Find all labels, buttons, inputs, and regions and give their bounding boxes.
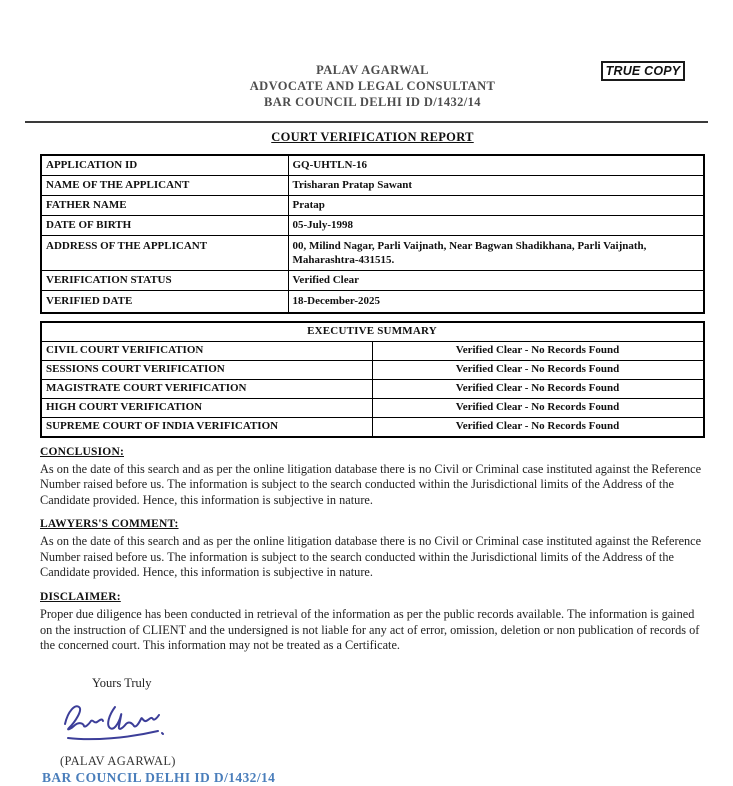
conclusion-body: As on the date of this search and as per the online litigation database there is no Civil or Criminal case instituted against the Reference Number raised before us. The information is subject to the search conducted within the Jurisdictional limits of the Address of the Candidate provided. Hence, this information is subjective in nature.: [40, 461, 702, 507]
summary-label: SUPREME COURT OF INDIA VERIFICATION: [41, 417, 373, 437]
summary-row: [41, 417, 704, 437]
disclaimer-section: [40, 591, 708, 654]
summary-row: [41, 341, 704, 360]
detail-row: [41, 155, 704, 176]
detail-row: [41, 196, 704, 216]
detail-row: [41, 216, 704, 236]
detail-value: 00, Milind Nagar, Parli Vaijnath, Near Bagwan Shadikhana, Parli Vaijnath, Maharashtra-431515.: [288, 236, 704, 271]
detail-label: APPLICATION ID: [41, 155, 288, 176]
detail-label: DATE OF BIRTH: [41, 216, 288, 236]
summary-value: Verified Clear - No Records Found: [373, 379, 705, 398]
letterhead-divider: [25, 121, 708, 123]
disclaimer-body: Proper due diligence has been conducted in retrieval of the information as per the public records available. The information is gained on the instruction of CLIENT and the undersigned is not liable for any act of error, omission, deletion or non publication of records of the concerned court. This information may not be treated as a Certificate.: [40, 607, 700, 653]
detail-value: Pratap: [288, 196, 704, 216]
summary-label: SESSIONS COURT VERIFICATION: [41, 360, 373, 379]
true-copy-label: TRUE COPY: [605, 64, 681, 78]
conclusion-heading: CONCLUSION:: [40, 445, 124, 458]
summary-title: EXECUTIVE SUMMARY: [41, 322, 704, 342]
detail-value: GQ-UHTLN-16: [288, 155, 704, 176]
closing-text: Yours Truly: [92, 675, 152, 690]
detail-label: NAME OF THE APPLICANT: [41, 176, 288, 196]
detail-value: 05-July-1998: [288, 216, 704, 236]
summary-header-row: [41, 322, 704, 342]
summary-label: CIVIL COURT VERIFICATION: [41, 341, 373, 360]
summary-row: [41, 360, 704, 379]
lawyers-comment-heading: LAWYERS'S COMMENT:: [40, 518, 179, 531]
detail-row: [41, 291, 704, 313]
letterhead-bar-id: BAR COUNCIL DELHI ID D/1432/14: [264, 95, 481, 109]
applicant-details-table: [40, 154, 705, 314]
conclusion-section: [40, 446, 708, 509]
detail-row: [41, 176, 704, 196]
signature-image: [58, 697, 198, 749]
detail-label: VERIFIED DATE: [41, 291, 288, 313]
summary-value: Verified Clear - No Records Found: [373, 341, 705, 360]
summary-label: MAGISTRATE COURT VERIFICATION: [41, 379, 373, 398]
report-title: COURT VERIFICATION REPORT: [271, 130, 474, 144]
bar-council-line: BAR COUNCIL DELHI ID D/1432/14: [42, 769, 276, 785]
lawyers-comment-body: As on the date of this search and as per the online litigation database there is no Civil or Criminal case instituted against the Reference Number raised before us. The information is subject to the search conducted within the Jurisdictional limits of the Address of the Candidate provided. Hence, this information is subjective in nature.: [40, 534, 702, 580]
summary-label: HIGH COURT VERIFICATION: [41, 398, 373, 417]
summary-row: [41, 379, 704, 398]
summary-value: Verified Clear - No Records Found: [373, 398, 705, 417]
detail-value: Trisharan Pratap Sawant: [288, 176, 704, 196]
detail-label: FATHER NAME: [41, 196, 288, 216]
detail-value: Verified Clear: [288, 271, 704, 291]
letterhead-title: ADVOCATE AND LEGAL CONSULTANT: [249, 79, 496, 93]
letterhead-name: PALAV AGARWAL: [316, 63, 429, 77]
disclaimer-heading: DISCLAIMER:: [40, 591, 121, 604]
summary-row: [41, 398, 704, 417]
detail-label: VERIFICATION STATUS: [41, 271, 288, 291]
true-copy-stamp: [601, 61, 685, 81]
summary-value: Verified Clear - No Records Found: [373, 417, 705, 437]
executive-summary-table: [40, 321, 705, 438]
lawyers-comment-section: [40, 518, 708, 581]
detail-value: 18-December-2025: [288, 291, 704, 313]
signatory-name: (PALAV AGARWAL): [60, 753, 176, 768]
detail-row: [41, 236, 704, 271]
detail-row: [41, 271, 704, 291]
detail-label: ADDRESS OF THE APPLICANT: [41, 236, 288, 271]
summary-value: Verified Clear - No Records Found: [373, 360, 705, 379]
